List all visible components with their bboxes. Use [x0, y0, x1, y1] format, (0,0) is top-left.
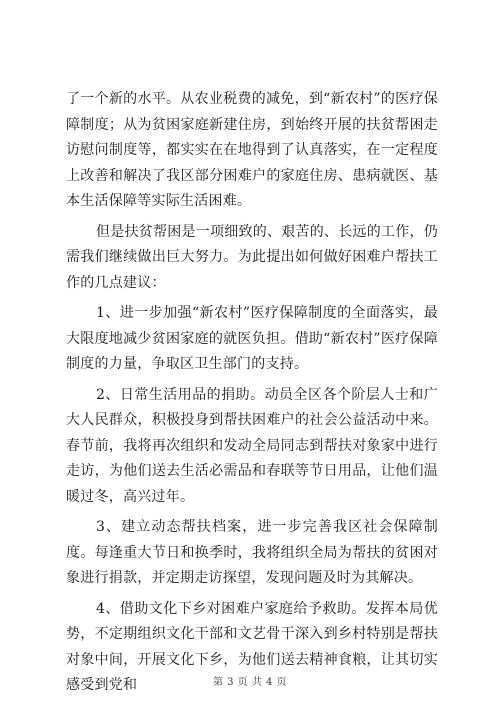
paragraph-6: 4、借助文化下乡对困难户家庭给予救助。发挥本局优势，不定期组织文化干部和文艺骨干深入到乡村特别是帮扶对象中间，开展文化下乡，为他们送去精神食粮，让其切实感受到党和	[66, 600, 438, 693]
paragraph-1: 了一个新的水平。从农业税费的减免，到“新农村”的医疗保障制度；从为贫困家庭新建住房，到始终开展的扶贫帮困走访慰问制度等，都实实在在地得到了认真落实，在一定程度上改善和解决了我区部分困难户的家庭住房、患病就医、基本生活保障等实际生活困难。	[66, 91, 438, 209]
paragraph-4: 2、日常生活用品的捐助。动员全区各个阶层人士和广大人民群众，积极投身到帮扶困难户的社会公益活动中来。春节前，我将再次组织和发动全局同志到帮扶对象家中进行走访，为他们送去生活必需品和春联等节日用品，让他们温暖过冬，高兴过年。	[66, 386, 438, 505]
document-body	[66, 87, 438, 704]
paragraph-3: 1、进一步加强“新农村”医疗保障制度的全面落实，最大限度地减少贫困家庭的就医负担。借助“新农村”医疗保障制度的力量，争取区卫生部门的支持。	[66, 305, 438, 372]
page-number-footer: 第 3 页 共 4 页	[212, 677, 288, 688]
paragraph-5: 3、建立动态帮扶档案，进一步完善我区社会保障制度。每逢重大节日和换季时，我将组织全局为帮扶的贫困对象进行捐款，并定期走访探望，发现问题及时为其解决。	[66, 519, 438, 586]
paragraph-2: 但是扶贫帮困是一项细致的、艰苦的、长远的工作，仍需我们继续做出巨大努力。为此提出如何做好困难户帮扶工作的几点建议：	[66, 223, 438, 291]
